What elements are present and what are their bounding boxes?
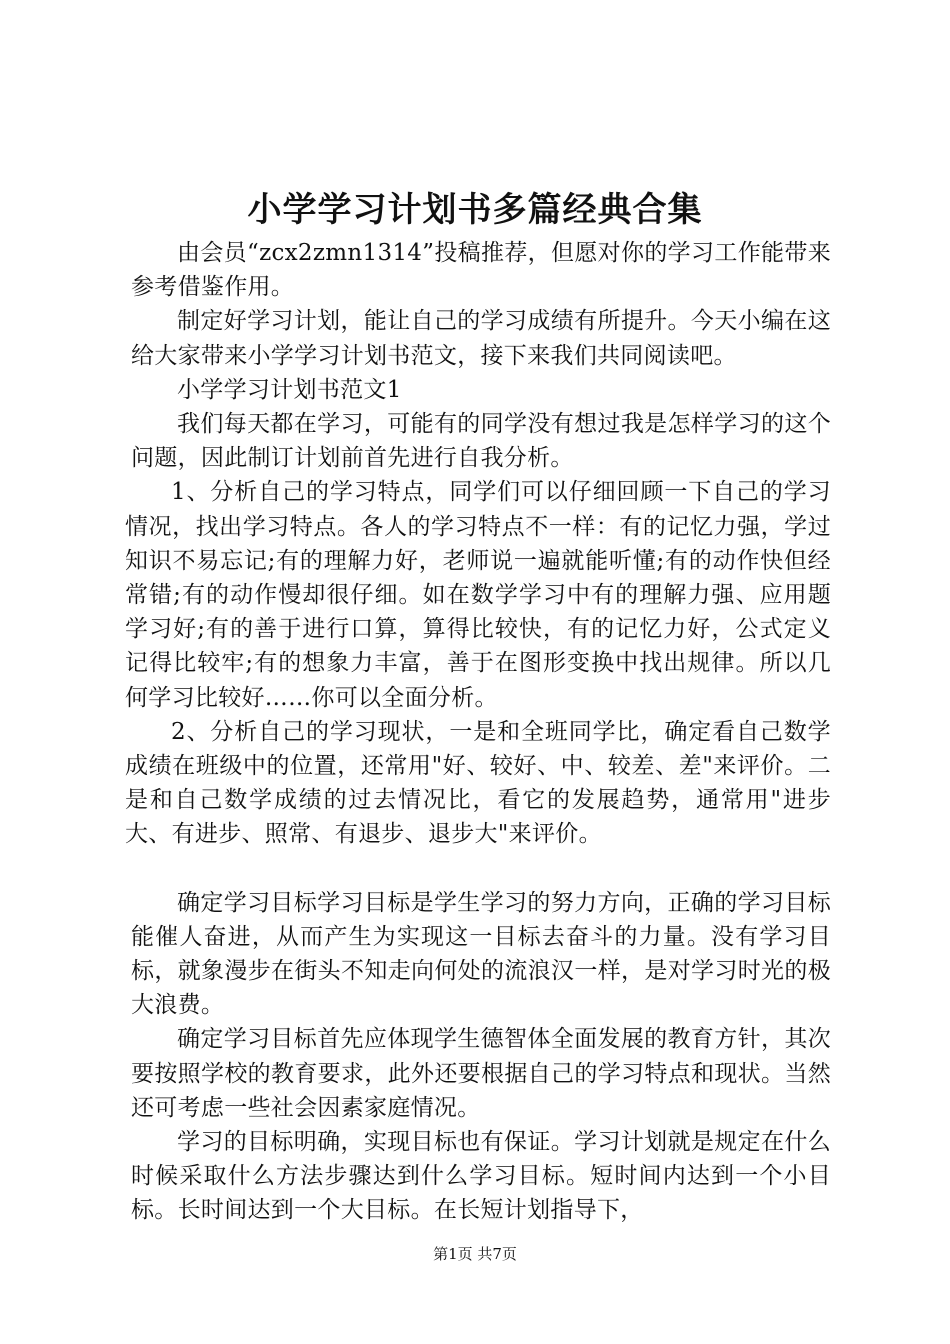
paragraph-plan: 学习的目标明确，实现目标也有保证。学习计划就是规定在什么时候采取什么方法步骤达到什么学习目标。短时间内达到一个小目标。长时间达到一个大目标。在长短计划指导下， bbox=[131, 1129, 831, 1224]
paragraph-point-1: 1、分析自己的学习特点，同学们可以仔细回顾一下自己的学习情况，找出学习特点。各人的学习特点不一样：有的记忆力强，学过知识不易忘记;有的理解力好，老师说一遍就能听懂;有的动作快但经常错;有的动作慢却很仔细。如在数学学习中有的理解力强、应用题学习好;有的善于进行口算，算得比较快，有的记忆力好，公式定义记得比较牢;有的想象力丰富，善于在图形变换中找出规律。所以几何学习比较好……你可以全面分析。 bbox=[125, 479, 831, 711]
paragraph-point-2: 2、分析自己的学习现状，一是和全班同学比，确定看自己数学成绩在班级中的位置，还常用"好、较好、中、较差、差"来评价。二是和自己数学成绩的过去情况比，看它的发展趋势，通常用"进步大、有进步、照常、有退步、退步大"来评价。 bbox=[125, 718, 831, 848]
paragraph-intro: 由会员“zcx2zmn1314”投稿推荐，但愿对你的学习工作能带来参考借鉴作用。 bbox=[131, 240, 831, 301]
document-title: 小学学习计划书多篇经典合集 bbox=[247, 190, 703, 230]
paragraph-goal: 确定学习目标学习目标是学生学习的努力方向，正确的学习目标能催人奋进，从而产生为实现这一目标去奋斗的力量。没有学习目标，就象漫步在街头不知走向何处的流浪汉一样，是对学习时光的极大浪费。 bbox=[131, 889, 831, 1019]
page-number: 第1页 共7页 bbox=[433, 1245, 517, 1263]
paragraph-goal-basis: 确定学习目标首先应体现学生德智体全面发展的教育方针，其次要按照学校的教育要求，此外还要根据自己的学习特点和现状。当然还可考虑一些社会因素家庭情况。 bbox=[131, 1026, 831, 1121]
paragraph-self-analysis: 我们每天都在学习，可能有的同学没有想过我是怎样学习的这个问题，因此制订计划前首先进行自我分析。 bbox=[131, 411, 831, 472]
paragraph-preface: 制定好学习计划，能让自己的学习成绩有所提升。今天小编在这给大家带来小学学习计划书范文，接下来我们共同阅读吧。 bbox=[131, 308, 831, 369]
section-heading: 小学学习计划书范文1 bbox=[177, 376, 402, 403]
document-body bbox=[125, 236, 831, 1228]
